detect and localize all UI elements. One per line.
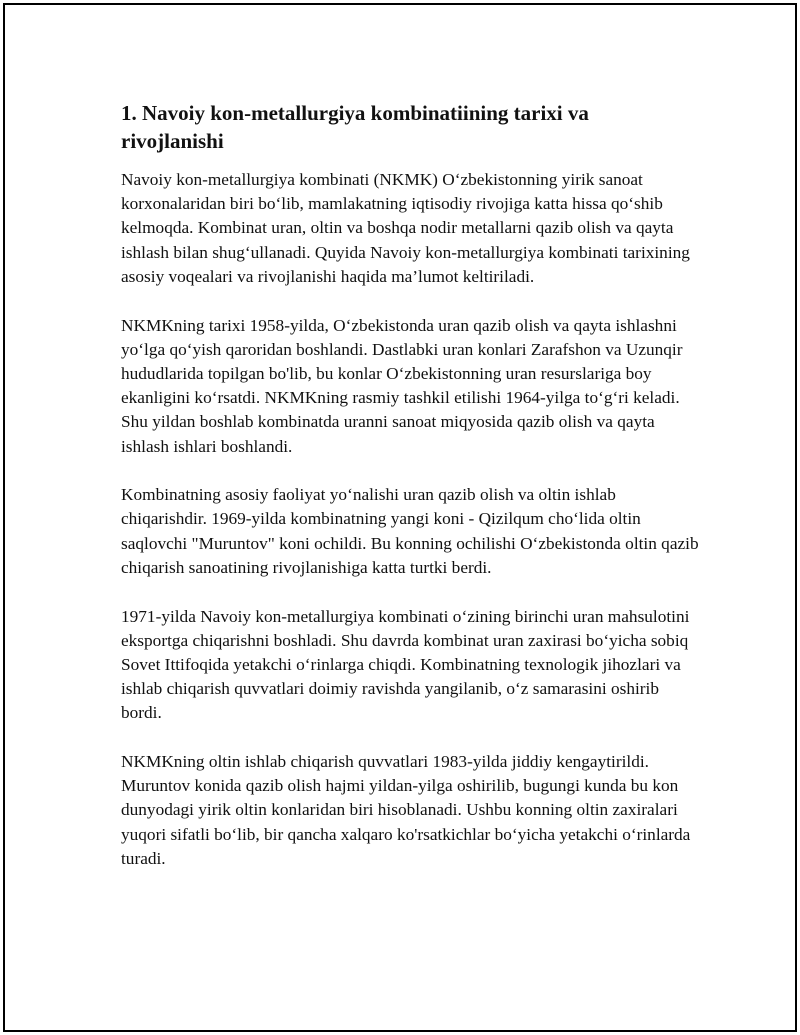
document-page <box>3 3 797 1032</box>
paragraph-history: NKMKning tarixi 1958-yilda, O‘zbekistonda uran qazib olish va qayta ishlashni yo‘lga qo‘yish qaroridan boshlandi. Dastlabki uran konlari Zarafshon va Uzunqir hududlarida topilgan bo'lib, bu konlar O‘zbekistonning uran resurslariga boy ekanligini ko‘rsatdi. NKMKning rasmiy tashkil etilishi 1964-yilga to‘g‘ri keladi. Shu yildan boshlab kombinatda uranni sanoat miqyosida qazib olish va qayta ishlash ishlari boshlandi. <box>121 315 683 456</box>
paragraph-export: 1971-yilda Navoiy kon-metallurgiya kombinati o‘zining birinchi uran mahsulotini eksportga chiqarishni boshladi. Shu davrda kombinat uran zaxirasi bo‘yicha sobiq Sovet Ittifoqida yetakchi o‘rinlarga chiqdi. Kombinatning texnologik jihozlari va ishlab chiqarish quvvatlari doimiy ravishda yangilanib, o‘z samarasini oshirib bordi. <box>121 606 690 723</box>
paragraph-gold-capacity: NKMKning oltin ishlab chiqarish quvvatlari 1983-yilda jiddiy kengaytirildi. Muruntov konida qazib olish hajmi yildan-yilga oshirilib, bugungi kunda bu kon dunyodagi yirik oltin konlaridan biri hisoblanadi. Ushbu konning oltin zaxiralari yuqori sifatli bo‘lib, bir qancha xalqaro ko'rsatkichlar bo‘yicha yetakchi o‘rinlarda turadi. <box>121 752 691 868</box>
document-heading: 1. Navoiy kon-metallurgiya kombinatiining tarixi va rivojlanishi <box>121 101 589 153</box>
document-body <box>121 99 701 896</box>
paragraph-activities: Kombinatning asosiy faoliyat yo‘nalishi uran qazib olish va oltin ishlab chiqarishdir. 1969-yilda kombinatning yangi koni - Qizilqum cho‘lida oltin saqlovchi "Muruntov" koni ochildi. Bu konning ochilishi O‘zbekistonda oltin qazib chiqarish sanoatining rivojlanishiga katta turtki berdi. <box>121 485 699 577</box>
paragraph-intro: Navoiy kon-metallurgiya kombinati (NKMK) O‘zbekistonning yirik sanoat korxonalaridan biri bo‘lib, mamlakatning iqtisodiy rivojiga katta hissa qo‘shib kelmoqda. Kombinat uran, oltin va boshqa nodir metallarni qazib olish va qayta ishlash bilan shug‘ullanadi. Quyida Navoiy kon-metallurgiya kombinati tarixining asosiy voqealari va rivojlanishi haqida ma’lumot keltiriladi. <box>121 170 690 286</box>
